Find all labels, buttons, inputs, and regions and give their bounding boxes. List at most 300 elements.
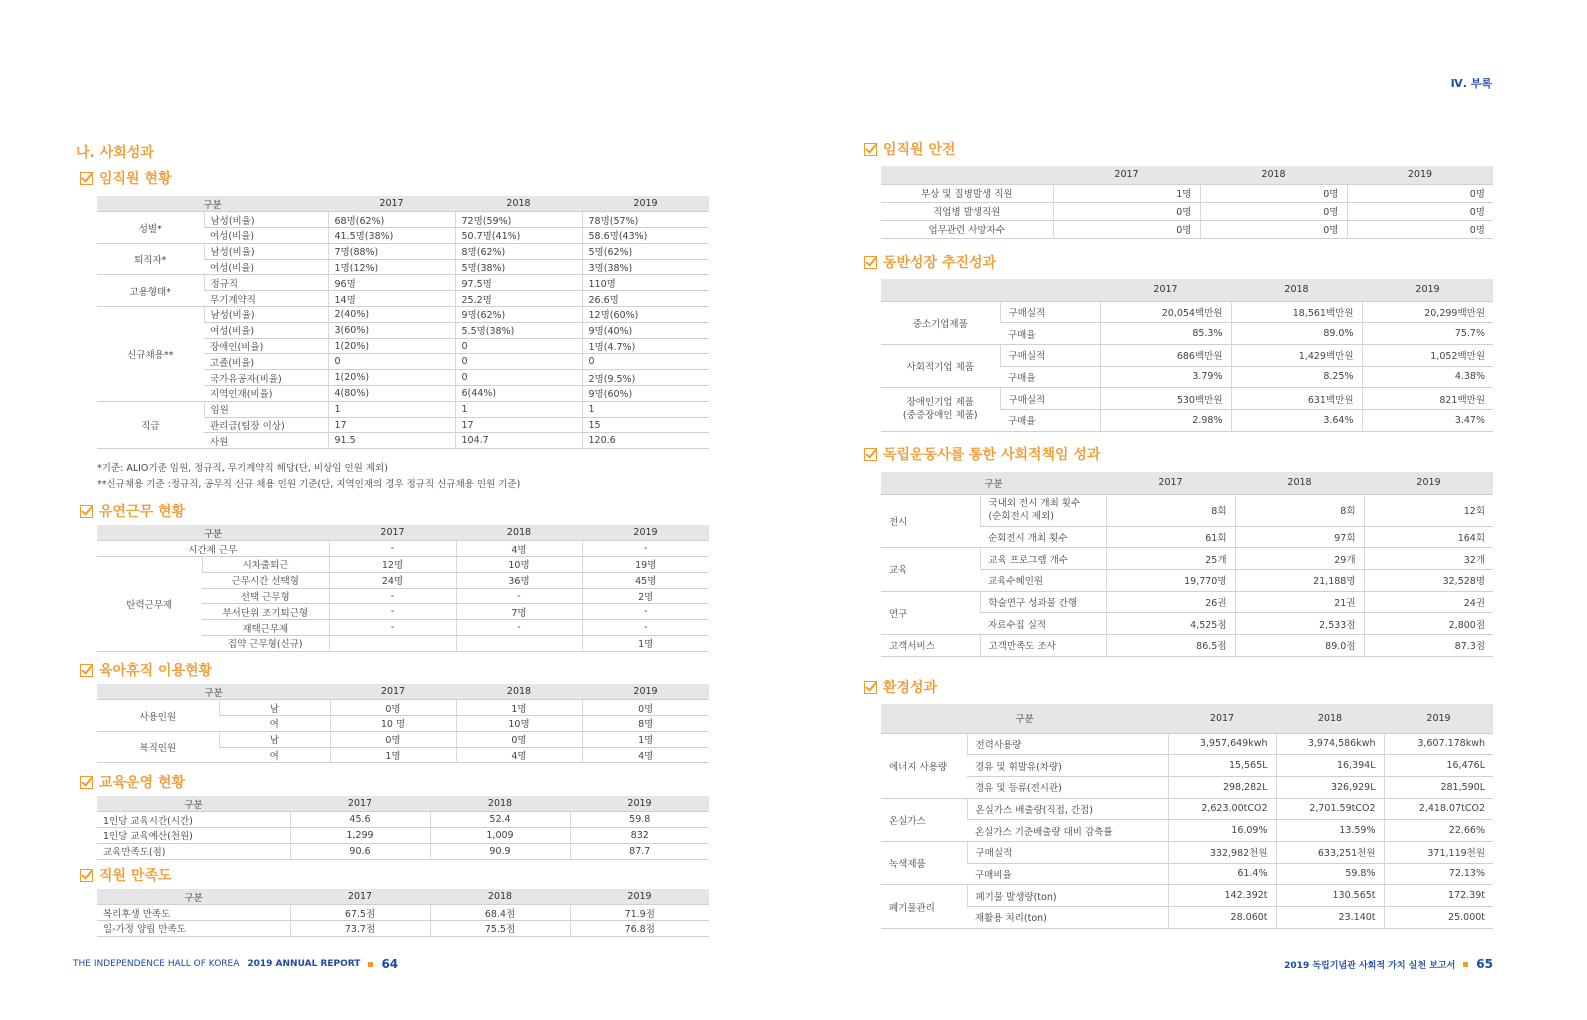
section-title-text: 독립운동사를 통한 사회적책임 성과 [883, 447, 1101, 463]
table-row [881, 863, 1493, 885]
value-cell: - [582, 620, 709, 636]
value-cell: 1,009 [430, 828, 570, 844]
value-cell: 32개 [1364, 548, 1493, 570]
table-row [97, 541, 709, 557]
shared-growth-title [864, 252, 996, 272]
label-cell: 재택근무제 [202, 620, 329, 636]
value-cell: 15 [582, 417, 709, 433]
header-cell: 2019 [582, 525, 709, 541]
table-row [97, 921, 709, 937]
value-cell: 29개 [1235, 548, 1364, 570]
value-cell: 4명 [456, 541, 582, 557]
value-cell: 28.060t [1168, 907, 1276, 929]
value-cell: 61회 [1106, 526, 1235, 548]
value-cell: 10명 [456, 557, 582, 573]
label-cell: 사원 [204, 433, 328, 449]
group-cell: 연구 [881, 591, 980, 634]
value-cell: 91.5 [328, 433, 455, 449]
group-cell: 사회적기업 제품 [881, 344, 1000, 387]
value-cell: 50.7명(41%) [455, 228, 582, 244]
header-cell: 2017 [1100, 279, 1231, 301]
value-cell: 104.7 [455, 433, 582, 449]
value-cell: 1명 [582, 731, 709, 747]
group-cell: 녹색제품 [881, 841, 967, 884]
value-cell: 9명(60%) [582, 386, 709, 402]
table-row [97, 905, 709, 921]
header-cell: 2019 [1384, 704, 1493, 733]
value-cell: 32,528명 [1364, 569, 1493, 591]
table-header-row [97, 196, 709, 212]
value-cell: - [329, 588, 456, 604]
label-cell: 구매실적 [967, 841, 1168, 863]
square-icon [1463, 962, 1468, 967]
header-cell: 2017 [290, 889, 430, 905]
label-cell: 고졸(비율) [204, 354, 328, 370]
table-header-row [97, 684, 709, 700]
checkbox-icon [80, 664, 93, 677]
checkbox-icon [864, 256, 877, 269]
value-cell: 23.140t [1276, 907, 1384, 929]
group-cell [881, 388, 1000, 431]
page-number: 65 [1476, 957, 1493, 971]
header-cell: 구분 [97, 889, 290, 905]
value-cell: 332,982천원 [1168, 841, 1276, 863]
table-header-row [881, 166, 1493, 184]
csr-title [864, 444, 1100, 464]
value-cell: 0 [328, 354, 455, 370]
value-cell: 2명 [582, 588, 709, 604]
label-cell: 장애인(비율) [204, 338, 328, 354]
label-cell: 구매비율 [967, 863, 1168, 885]
label-cell: 복리후생 만족도 [97, 905, 290, 921]
value-cell: 2.98% [1100, 409, 1231, 431]
label-cell: 남 [219, 731, 330, 747]
value-cell: 1(20%) [328, 370, 455, 386]
checkbox-icon [864, 143, 877, 156]
value-cell: 26.6명 [582, 291, 709, 307]
group-cell: 고용형태* [97, 275, 204, 307]
parental-leave-section [80, 660, 212, 680]
table-row [881, 820, 1493, 842]
label-cell: 부서단위 조기퇴근형 [202, 604, 329, 620]
header-cell: 구분 [97, 525, 329, 541]
value-cell: 281,590L [1384, 776, 1493, 798]
label-subline: (순회전시 제외) [988, 511, 1054, 522]
table-row [97, 731, 709, 747]
value-cell: 68명(62%) [328, 212, 455, 228]
label-cell: 선택 근무형 [202, 588, 329, 604]
value-cell: 0명 [330, 700, 456, 716]
value-cell: 3(60%) [328, 322, 455, 338]
label-cell: 폐기물 발생량(ton) [967, 885, 1168, 907]
value-cell: 4(80%) [328, 386, 455, 402]
table-header-row [881, 472, 1493, 494]
header-cell: 2019 [1364, 472, 1493, 494]
label-cell: 국가유공자(비율) [204, 370, 328, 386]
value-cell: 686백만원 [1100, 344, 1231, 366]
shared-growth-section [864, 252, 996, 272]
value-cell: 21권 [1235, 591, 1364, 613]
value-cell: 67.5점 [290, 905, 430, 921]
label-cell: 여 [219, 747, 330, 763]
label-cell: 여 [219, 716, 330, 732]
label-cell: 부상 및 질병발생 직원 [881, 184, 1053, 202]
header-cell: 2019 [570, 796, 709, 812]
footer-right [1284, 957, 1493, 971]
education-title [80, 772, 185, 792]
label-cell: 경유 및 등류(전시관) [967, 776, 1168, 798]
section-title-text: 임직원 현황 [99, 171, 172, 187]
value-cell: 0명 [1053, 220, 1200, 238]
value-cell: 20,299백만원 [1362, 301, 1493, 323]
page-number: 64 [381, 957, 399, 971]
header-cell: 2018 [1200, 166, 1347, 184]
label-cell: 임원 [204, 401, 328, 417]
value-cell: 0명 [1200, 220, 1347, 238]
value-cell: 59.8 [570, 812, 709, 828]
label-cell: 전력사용량 [967, 733, 1168, 755]
value-cell: 75.7% [1362, 323, 1493, 345]
chapter-label: Ⅳ. 부록 [1450, 77, 1492, 90]
value-cell: 90.6 [290, 843, 430, 859]
group-cell: 고객서비스 [881, 634, 980, 656]
section-title-text: 교육운영 현황 [99, 775, 186, 791]
value-cell: 19명 [582, 557, 709, 573]
label-cell: 교육만족도(점) [97, 843, 290, 859]
value-cell: 36명 [456, 572, 582, 588]
value-cell: 87.3점 [1364, 634, 1493, 656]
footer-org: THE INDEPENDENCE HALL OF KOREA [73, 959, 240, 969]
shared-growth-table [881, 279, 1493, 432]
label-cell: 교육수혜인원 [980, 569, 1106, 591]
value-cell: 5.5명(38%) [455, 322, 582, 338]
value-cell: 58.6명(43%) [582, 228, 709, 244]
label-cell: 남성(비율) [204, 212, 328, 228]
label-cell: 남 [219, 700, 330, 716]
value-cell: 89.0% [1231, 323, 1362, 345]
value-cell: 85.3% [1100, 323, 1231, 345]
value-cell: 1,052백만원 [1362, 344, 1493, 366]
csr-table [881, 472, 1493, 657]
parental-leave-table [97, 684, 709, 763]
label-cell: 구매율 [1000, 323, 1100, 345]
group-cell: 폐기물관리 [881, 885, 967, 928]
square-icon [368, 962, 373, 967]
label-cell: 시차출퇴근 [202, 557, 329, 573]
header-cell: 2018 [455, 196, 582, 212]
value-cell: 2(40%) [328, 307, 455, 323]
value-cell: 25.000t [1384, 907, 1493, 929]
label-cell: 여성(비율) [204, 259, 328, 275]
footer-left [73, 957, 398, 971]
section-title-text: 육아휴직 이용현황 [99, 663, 213, 679]
header-cell: 2019 [582, 684, 709, 700]
value-cell: 3,957,649kwh [1168, 733, 1276, 755]
checkbox-icon [864, 448, 877, 461]
header-cell [881, 279, 1000, 301]
table-row [97, 557, 709, 573]
satisfaction-title [80, 865, 172, 885]
value-cell: 15,565L [1168, 755, 1276, 777]
employee-status-table [97, 196, 709, 449]
section-title-text: 유연근무 현황 [99, 504, 186, 520]
value-cell: 7명 [456, 604, 582, 620]
header-cell: 2017 [330, 684, 456, 700]
value-cell: 61.4% [1168, 863, 1276, 885]
header-cell: 구분 [97, 796, 290, 812]
value-cell: 1명 [1053, 184, 1200, 202]
label-cell: 교육 프로그램 개수 [980, 548, 1106, 570]
checkbox-icon [80, 172, 93, 185]
value-cell: - [582, 604, 709, 620]
value-cell: 97.5명 [455, 275, 582, 291]
label-cell: 시간제 근무 [97, 541, 329, 557]
value-cell: 4명 [456, 747, 582, 763]
value-cell: 0명 [1347, 184, 1493, 202]
table-row [881, 591, 1493, 613]
table-row [97, 401, 709, 417]
value-cell: 142.392t [1168, 885, 1276, 907]
value-cell: 3.64% [1231, 409, 1362, 431]
value-cell: 3명(38%) [582, 259, 709, 275]
table-row [881, 184, 1493, 202]
value-cell: 41.5명(38%) [328, 228, 455, 244]
table-row [97, 275, 709, 291]
value-cell: 21,188명 [1235, 569, 1364, 591]
value-cell [456, 636, 582, 652]
value-cell: 22.66% [1384, 820, 1493, 842]
value-cell: 326,929L [1276, 776, 1384, 798]
label-cell: 관리급(팀장 이상) [204, 417, 328, 433]
value-cell: 86.5점 [1106, 634, 1235, 656]
environment-section [864, 677, 937, 697]
table-row [97, 212, 709, 228]
label-cell: 구매실적 [1000, 301, 1100, 323]
value-cell: - [329, 604, 456, 620]
header-cell: 구분 [97, 196, 328, 212]
table-header-row [97, 525, 709, 541]
value-cell: 59.8% [1276, 863, 1384, 885]
value-cell: - [329, 620, 456, 636]
group-cell: 퇴직자* [97, 243, 204, 275]
value-cell: 2,701.59tCO2 [1276, 798, 1384, 820]
employee-status-section [80, 168, 172, 188]
header-cell: 2017 [1106, 472, 1235, 494]
value-cell: 8회 [1106, 494, 1235, 526]
table-header-row [97, 796, 709, 812]
value-cell: 97회 [1235, 526, 1364, 548]
value-cell: 68.4점 [430, 905, 570, 921]
value-cell: 89.0점 [1235, 634, 1364, 656]
group-subname: (중증장애인 제품) [902, 410, 978, 422]
table-row [881, 798, 1493, 820]
checkbox-icon [80, 776, 93, 789]
value-cell: - [456, 588, 582, 604]
value-cell: 24명 [329, 572, 456, 588]
value-cell: 78명(57%) [582, 212, 709, 228]
value-cell: 13.59% [1276, 820, 1384, 842]
table-header-row [97, 889, 709, 905]
value-cell: 298,282L [1168, 776, 1276, 798]
value-cell: 0명 [582, 700, 709, 716]
label-line: 국내외 전시 개최 횟수 [988, 498, 1081, 509]
table-row [97, 243, 709, 259]
main-title: 나. 사회성과 [76, 145, 154, 161]
parental-leave-title [80, 660, 212, 680]
flex-work-title [80, 501, 185, 521]
value-cell: 0 [582, 354, 709, 370]
value-cell: 1,299 [290, 828, 430, 844]
table-row [881, 885, 1493, 907]
label-cell: 경유 및 휘발유(차량) [967, 755, 1168, 777]
header-cell: 2019 [582, 196, 709, 212]
group-cell: 온실가스 [881, 798, 967, 841]
value-cell: 0명 [1347, 202, 1493, 220]
checkbox-icon [80, 505, 93, 518]
label-cell [980, 494, 1106, 526]
group-cell: 에너지 사용량 [881, 733, 967, 798]
value-cell: 1 [455, 401, 582, 417]
value-cell: 120.6 [582, 433, 709, 449]
header-cell: 2019 [570, 889, 709, 905]
table-row [97, 307, 709, 323]
value-cell: 1 [328, 401, 455, 417]
group-cell: 탄력근무제 [97, 557, 202, 652]
value-cell: 45.6 [290, 812, 430, 828]
value-cell: 26권 [1106, 591, 1235, 613]
label-cell: 남성(비율) [204, 243, 328, 259]
value-cell: 1 [582, 401, 709, 417]
satisfaction-table [97, 889, 709, 937]
value-cell: 1(20%) [328, 338, 455, 354]
value-cell: 10 명 [330, 716, 456, 732]
label-cell: 고객만족도 조사 [980, 634, 1106, 656]
table-row [881, 548, 1493, 570]
value-cell: 1명(4.7%) [582, 338, 709, 354]
label-cell: 남성(비율) [204, 307, 328, 323]
value-cell: 130.565t [1276, 885, 1384, 907]
label-cell: 온실가스 배출량(직접, 간접) [967, 798, 1168, 820]
value-cell: 18,561백만원 [1231, 301, 1362, 323]
value-cell: 2,800점 [1364, 613, 1493, 635]
value-cell: 5명(38%) [455, 259, 582, 275]
label-cell: 여성(비율) [204, 228, 328, 244]
table-row [881, 494, 1493, 526]
header-cell: 2017 [290, 796, 430, 812]
value-cell: 3.47% [1362, 409, 1493, 431]
value-cell: 172.39t [1384, 885, 1493, 907]
value-cell: 821백만원 [1362, 388, 1493, 410]
header-cell: 구분 [881, 472, 1106, 494]
group-cell: 사용인원 [97, 700, 219, 732]
table-row [97, 700, 709, 716]
table-row [97, 843, 709, 859]
value-cell: 24권 [1364, 591, 1493, 613]
header-cell [1000, 279, 1100, 301]
checkbox-icon [864, 681, 877, 694]
value-cell: 0명 [1347, 220, 1493, 238]
value-cell: 9명(40%) [582, 322, 709, 338]
table-row [881, 841, 1493, 863]
label-cell: 집약 근무형(신규) [202, 636, 329, 652]
label-cell: 재활용 처리(ton) [967, 907, 1168, 929]
value-cell: 164회 [1364, 526, 1493, 548]
value-cell: 8.25% [1231, 366, 1362, 388]
label-cell: 학술연구 성과물 간행 [980, 591, 1106, 613]
environment-title [864, 677, 937, 697]
label-cell: 순회전시 개최 횟수 [980, 526, 1106, 548]
header-cell [881, 166, 1053, 184]
value-cell: 12명(60%) [582, 307, 709, 323]
value-cell: 5명(62%) [582, 243, 709, 259]
group-cell: 교육 [881, 548, 980, 591]
group-cell: 성별* [97, 212, 204, 244]
safety-table [881, 166, 1493, 239]
satisfaction-section [80, 865, 172, 885]
section-title-text: 직원 만족도 [99, 868, 172, 884]
header-cell: 2018 [456, 525, 582, 541]
value-cell: 530백만원 [1100, 388, 1231, 410]
value-cell: 90.9 [430, 843, 570, 859]
header-cell: 2019 [1347, 166, 1493, 184]
header-cell: 2018 [1235, 472, 1364, 494]
label-cell: 구매실적 [1000, 344, 1100, 366]
value-cell: 110명 [582, 275, 709, 291]
header-cell: 2017 [328, 196, 455, 212]
value-cell: 3.79% [1100, 366, 1231, 388]
value-cell: 2,533점 [1235, 613, 1364, 635]
group-name: 장애인기업 제품 [906, 397, 974, 409]
header-cell: 2018 [456, 684, 582, 700]
label-cell: 온실가스 기준배출량 대비 감축률 [967, 820, 1168, 842]
group-cell: 직급 [97, 401, 204, 448]
value-cell: 96명 [328, 275, 455, 291]
value-cell: - [582, 541, 709, 557]
flex-work-section [80, 501, 185, 521]
value-cell: 371,119천원 [1384, 841, 1493, 863]
table-row [881, 220, 1493, 238]
value-cell: 76.8점 [570, 921, 709, 937]
value-cell: 4.38% [1362, 366, 1493, 388]
label-cell: 자료수집 실적 [980, 613, 1106, 635]
header-cell: 2018 [430, 796, 570, 812]
csr-section [864, 444, 1100, 464]
group-cell: 신규채용** [97, 307, 204, 402]
label-cell: 지역인재(비율) [204, 386, 328, 402]
table-row [881, 634, 1493, 656]
table-row [97, 828, 709, 844]
value-cell: 3,607.178kwh [1384, 733, 1493, 755]
value-cell: 9명(62%) [455, 307, 582, 323]
table-row [881, 344, 1493, 366]
table-header-row [881, 704, 1493, 733]
value-cell: 1명(12%) [328, 259, 455, 275]
flex-work-table [97, 525, 709, 652]
education-section [80, 772, 185, 792]
value-cell: 633,251천원 [1276, 841, 1384, 863]
value-cell: 0 [455, 338, 582, 354]
value-cell: 4명 [582, 747, 709, 763]
label-cell: 구매실적 [1000, 388, 1100, 410]
header-cell: 2019 [1362, 279, 1493, 301]
footnote-2: **신규채용 기준 :정규직, 공무직 신규 채용 인원 기준(단, 지역인재의 경우 정규직 신규채용 인원 기준) [97, 479, 521, 490]
value-cell: 25.2명 [455, 291, 582, 307]
table-row [97, 812, 709, 828]
value-cell: 0명 [330, 731, 456, 747]
footer-report: 2019 ANNUAL REPORT [247, 959, 361, 969]
safety-title [864, 139, 956, 159]
header-cell: 2017 [1053, 166, 1200, 184]
